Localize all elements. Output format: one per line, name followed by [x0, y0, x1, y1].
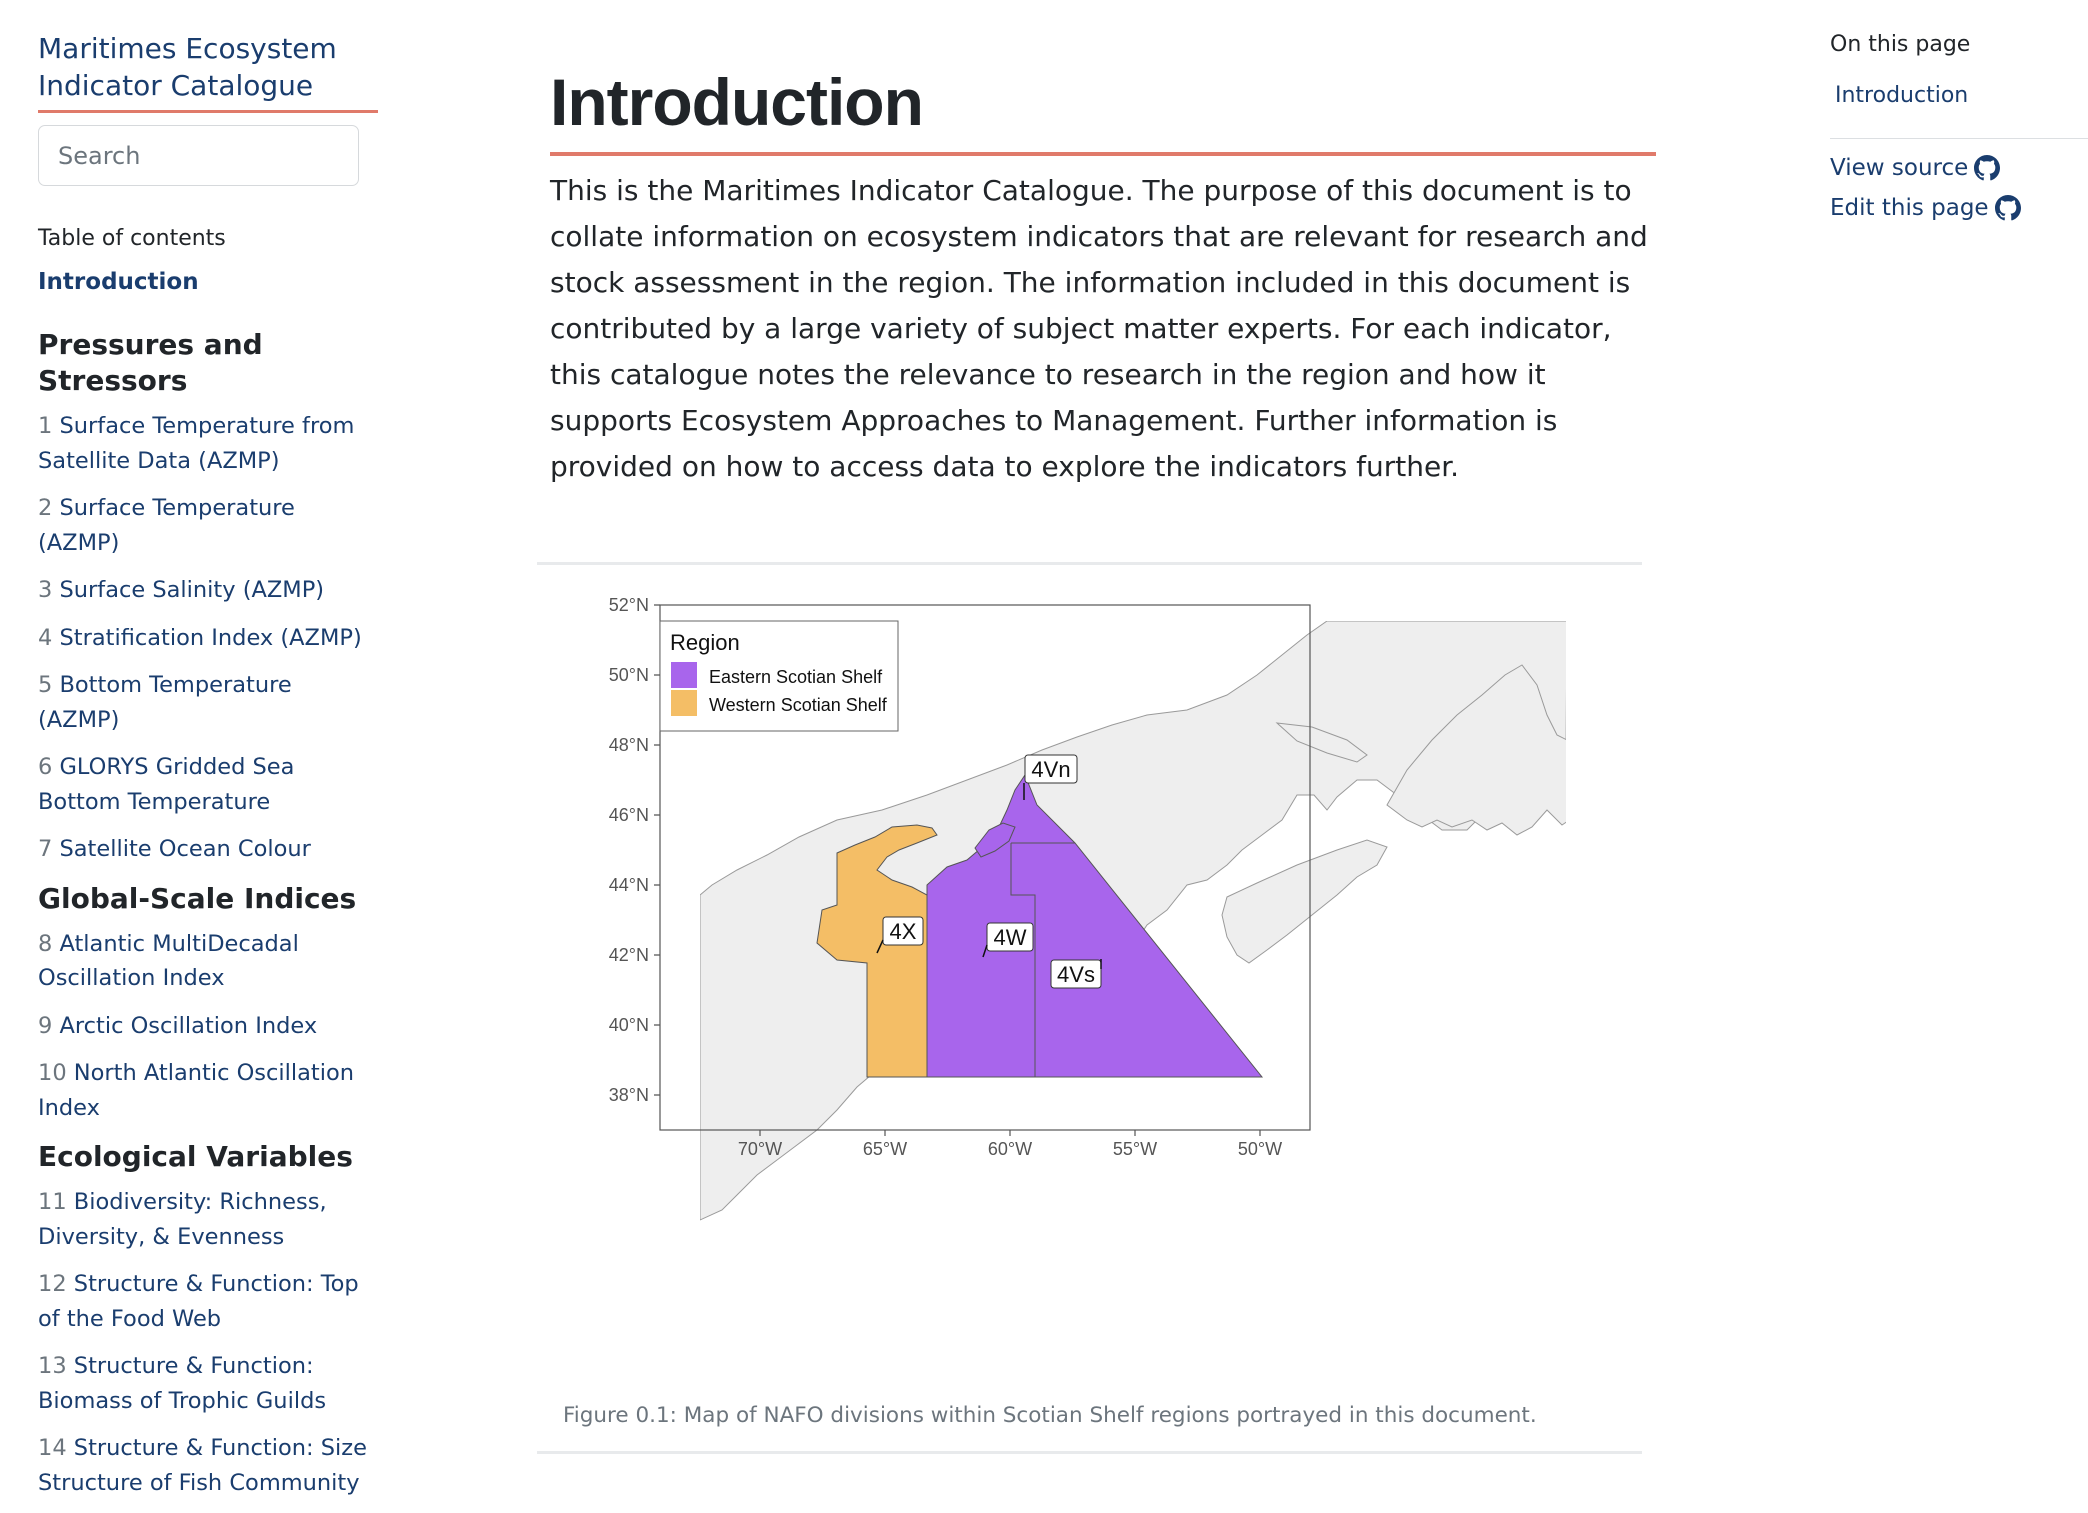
lat-axis: [609, 595, 660, 1105]
lat-tick: 50°N: [608, 665, 649, 685]
lon-tick: 55°W: [1112, 1139, 1158, 1159]
toc-item[interactable]: 6 GLORYS Gridded Sea Bottom Temperature: [38, 754, 295, 815]
view-source-link[interactable]: View source: [1830, 155, 2088, 181]
legend-label-western: Western Scotian Shelf: [709, 695, 887, 715]
github-icon: [1974, 155, 2000, 181]
section-title-ecological: Ecological Variables: [38, 1140, 353, 1173]
rightbar-divider: [1830, 138, 2088, 139]
toc-item[interactable]: 14 Structure & Function: Size Structure of Fish Community: [38, 1435, 367, 1496]
lat-tick: 46°N: [608, 805, 649, 825]
edit-page-link[interactable]: Edit this page: [1830, 195, 2088, 221]
toc-item[interactable]: 11 Biodiversity: Richness, Diversity, & Evenness: [38, 1189, 327, 1250]
toc-list-ecological: [38, 1185, 378, 1500]
toc-list-global: [38, 927, 378, 1126]
github-icon: [1995, 195, 2021, 221]
section-title-pressures: Pressures and Stressors: [38, 328, 263, 397]
legend-title: Region: [670, 630, 740, 655]
figure-caption: Figure 0.1: Map of NAFO divisions within Scotian Shelf regions portrayed in this document.: [563, 1403, 1537, 1428]
toc-item[interactable]: 3 Surface Salinity (AZMP): [38, 577, 325, 603]
lat-tick: 48°N: [608, 735, 649, 755]
toc-item[interactable]: 1 Surface Temperature from Satellite Data (AZMP): [38, 413, 355, 474]
map-legend: [660, 621, 898, 731]
lon-tick: 50°W: [1237, 1139, 1283, 1159]
nafo-map-figure: [537, 562, 1642, 1454]
toc-item[interactable]: 5 Bottom Temperature (AZMP): [38, 672, 292, 733]
section-title-global: Global-Scale Indices: [38, 881, 357, 915]
left-sidebar: [38, 30, 378, 1513]
label-4w: 4W: [993, 925, 1027, 950]
right-sidebar: [1830, 32, 2088, 221]
main-content: [550, 60, 1656, 1454]
toc-item[interactable]: 9 Arctic Oscillation Index: [38, 1012, 318, 1039]
page-title: Introduction: [550, 60, 1656, 156]
legend-swatch-eastern: [671, 662, 697, 688]
toc-list-pressures: [38, 409, 378, 867]
lon-tick: 60°W: [987, 1139, 1033, 1159]
on-this-page-heading: On this page: [1830, 32, 1971, 57]
lon-tick: 70°W: [737, 1139, 783, 1159]
lat-tick: 52°N: [608, 595, 649, 615]
toc-item[interactable]: 10 North Atlantic Oscillation Index: [38, 1060, 355, 1121]
nafo-divisions-map: [537, 565, 1642, 1457]
toc-item[interactable]: 4 Stratification Index (AZMP): [38, 624, 362, 651]
on-this-page-link-introduction[interactable]: Introduction: [1835, 83, 1969, 108]
toc-item[interactable]: 2 Surface Temperature (AZMP): [38, 495, 295, 556]
lat-tick: 44°N: [608, 875, 649, 895]
legend-swatch-western: [671, 690, 697, 716]
toc-item[interactable]: 12 Structure & Function: Top of the Food Web: [38, 1271, 359, 1332]
lon-tick: 65°W: [862, 1139, 908, 1159]
toc-heading: Table of contents: [38, 226, 226, 251]
label-4vn: 4Vn: [1031, 757, 1071, 782]
lat-tick: 38°N: [608, 1085, 649, 1105]
legend-label-eastern: Eastern Scotian Shelf: [709, 667, 883, 687]
site-title-link[interactable]: Maritimes Ecosystem Indicator Catalogue: [38, 30, 378, 113]
intro-paragraph: This is the Maritimes Indicator Catalogue. The purpose of this document is to collate information on ecosystem indicators that are relevant for research and stock assessment in the region. The information included in this document is contributed by a large variety of subject matter experts. For each indicator, this catalogue notes the relevance to research in the region and how it supports Ecosystem Approaches to Management. Further information is provided on how to access data to explore the indicators further.: [550, 174, 1648, 483]
toc-item-introduction[interactable]: Introduction: [38, 269, 199, 295]
label-4x: 4X: [889, 919, 917, 944]
toc-item[interactable]: 7 Satellite Ocean Colour: [38, 836, 311, 862]
lat-tick: 42°N: [608, 945, 649, 965]
search-input[interactable]: [38, 125, 359, 186]
toc-item[interactable]: 8 Atlantic MultiDecadal Oscillation Index: [38, 930, 299, 991]
lat-tick: 40°N: [608, 1015, 649, 1035]
label-4vs: 4Vs: [1057, 962, 1095, 987]
toc-item[interactable]: 13 Structure & Function: Biomass of Trophic Guilds: [38, 1353, 327, 1414]
